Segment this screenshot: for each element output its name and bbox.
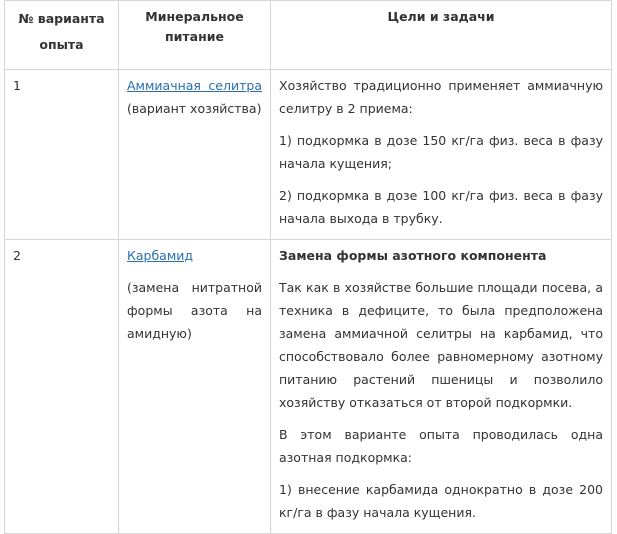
row2-fertilizer-cell — [119, 240, 271, 534]
header-goals-label: Цели и задачи — [387, 9, 495, 24]
row2-fertilizer-link[interactable]: Карбамид — [127, 248, 194, 263]
row1-paragraph-3: 2) подкормка в дозе 100 кг/га физ. веса в фазу начала выхода в трубку. — [279, 188, 603, 226]
table-row — [5, 70, 612, 240]
row1-goals-cell — [271, 70, 612, 240]
row2-heading: Замена формы азотного компонента — [279, 248, 547, 263]
row2-paragraph-2: В этом варианте опыта проводилась одна азотная подкормка: — [279, 427, 603, 465]
header-mineral-nutrition-line1: Минеральное — [145, 9, 244, 24]
row1-paragraph-2: 1) подкормка в дозе 150 кг/га физ. веса в фазу начала кущения; — [279, 133, 603, 171]
row2-paragraph-1: Так как в хозяйстве большие площади посева, а техника в дефиците, то была предположена замена аммиачной селитры на карбамид, что способствовало более равномерному азотному питанию растений пшеницы и позволило хозяйству отказаться от второй подкормки. — [279, 280, 603, 410]
row2-paragraph-3: 1) внесение карбамида однократно в дозе 200 кг/га в фазу начала кущения. — [279, 482, 603, 520]
row2-goals-cell — [271, 240, 612, 534]
header-variant-number-line2: опыта — [39, 37, 84, 52]
header-goals — [271, 1, 612, 70]
row1-paragraph-1: Хозяйство традиционно применяет аммиачную селитру в 2 приема: — [279, 78, 603, 116]
header-variant-number-line1: № варианта — [18, 11, 105, 26]
row2-number: 2 — [13, 248, 21, 263]
table-row — [5, 240, 612, 534]
header-mineral-nutrition-line2: питание — [165, 29, 224, 44]
row1-fertilizer-cell — [119, 70, 271, 240]
header-variant-number — [5, 1, 119, 70]
row1-fertilizer-link[interactable]: Аммиачная селитра — [127, 78, 262, 93]
row2-fertilizer-note: (замена нитратной формы азота на амидную) — [127, 280, 262, 341]
fertilizer-table — [4, 0, 612, 534]
row1-fertilizer-note: (вариант хозяйства) — [127, 101, 262, 116]
header-mineral-nutrition — [119, 1, 271, 70]
row1-number-cell — [5, 70, 119, 240]
row2-number-cell — [5, 240, 119, 534]
table-header-row — [5, 1, 612, 70]
row1-number: 1 — [13, 78, 21, 93]
